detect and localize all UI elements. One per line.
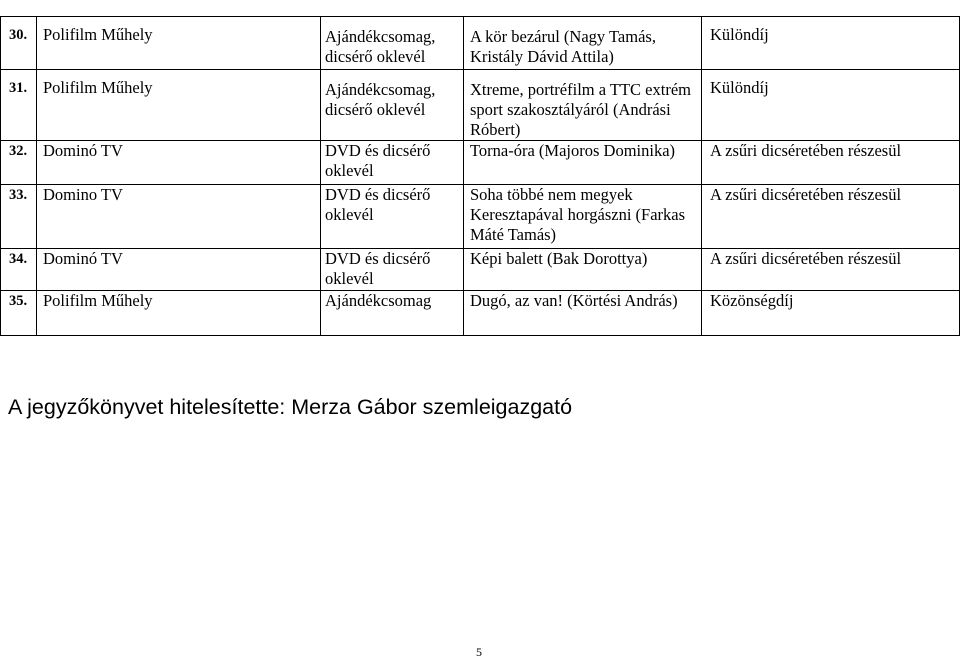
award-cell: Különdíj: [702, 70, 960, 141]
team-name: Polifilm Műhely: [37, 291, 321, 336]
team-name: Polifilm Műhely: [37, 70, 321, 141]
table-row: [1, 291, 960, 336]
certification-note: A jegyzőkönyvet hitelesítette: Merza Gábor szemleigazgató: [8, 395, 573, 419]
award-cell: A zsűri dicséretében részesül: [702, 185, 960, 249]
prize-cell: DVD és dicsérő oklevél: [321, 249, 464, 291]
film-title: Torna-óra (Majoros Dominika): [464, 141, 702, 185]
team-name: Dominó TV: [37, 141, 321, 185]
film-title: Xtreme, portréfilm a TTC extrém sport szakosztályáról (Andrási Róbert): [464, 70, 702, 141]
row-number: 30.: [1, 17, 37, 70]
team-name: Domino TV: [37, 185, 321, 249]
row-number: 34.: [1, 249, 37, 291]
award-cell: Közönségdíj: [702, 291, 960, 336]
film-title: Soha többé nem megyek Keresztapával horgászni (Farkas Máté Tamás): [464, 185, 702, 249]
prize-cell: Ajándékcsomag, dicsérő oklevél: [321, 17, 464, 70]
results-table: [0, 16, 960, 336]
row-number: 32.: [1, 141, 37, 185]
team-name: Polifilm Műhely: [37, 17, 321, 70]
table-row: [1, 185, 960, 249]
team-name: Dominó TV: [37, 249, 321, 291]
row-number: 35.: [1, 291, 37, 336]
film-title: Dugó, az van! (Körtési András): [464, 291, 702, 336]
award-cell: A zsűri dicséretében részesül: [702, 249, 960, 291]
row-number: 31.: [1, 70, 37, 141]
table-row: [1, 249, 960, 291]
prize-cell: DVD és dicsérő oklevél: [321, 185, 464, 249]
award-cell: Különdíj: [702, 17, 960, 70]
row-number: 33.: [1, 185, 37, 249]
page-number: 5: [476, 645, 482, 659]
prize-cell: Ajándékcsomag, dicsérő oklevél: [321, 70, 464, 141]
table-row: [1, 70, 960, 141]
prize-cell: Ajándékcsomag: [321, 291, 464, 336]
film-title: Képi balett (Bak Dorottya): [464, 249, 702, 291]
film-title: A kör bezárul (Nagy Tamás, Kristály Dávid Attila): [464, 17, 702, 70]
award-cell: A zsűri dicséretében részesül: [702, 141, 960, 185]
prize-cell: DVD és dicsérő oklevél: [321, 141, 464, 185]
table-row: [1, 141, 960, 185]
table-row: [1, 17, 960, 70]
